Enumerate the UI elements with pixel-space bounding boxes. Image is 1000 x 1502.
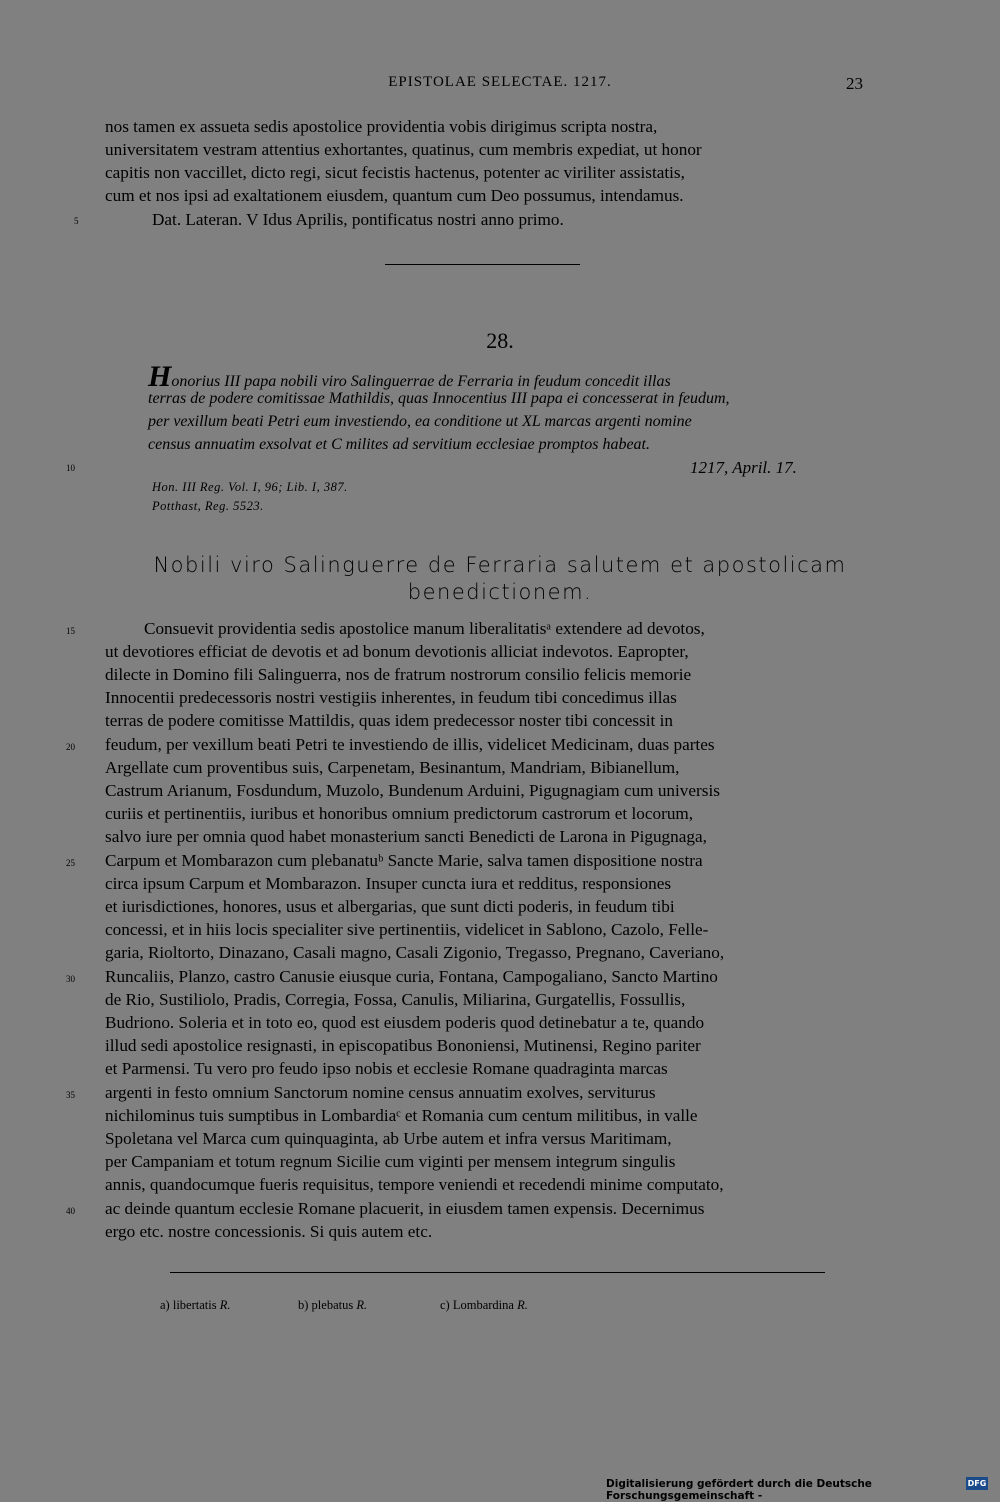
line-number: 40 xyxy=(66,1206,75,1216)
letter-number: 28. xyxy=(486,328,514,353)
footnote-b xyxy=(298,1298,367,1313)
body-line: dilecte in Domino fili Salinguerra, nos de fratrum nostrorum consilio felicis memorie xyxy=(105,665,692,684)
footnote-mark: c) xyxy=(440,1298,450,1312)
reference-line: Potthast, Reg. 5523. xyxy=(152,499,264,513)
salutation-line: benedictionem. xyxy=(407,580,593,604)
footnote-separator xyxy=(170,1272,825,1273)
body-line: concessi, et in hiis locis specialiter sive pertinentiis, videlicet in Sablono, Cazolo, Felle- xyxy=(105,920,709,939)
intro-line: capitis non vaccillet, dicto regi, sicut fecistis hactenus, potenter ac viriliter assistatis, xyxy=(105,163,685,182)
body-line: terras de podere comitisse Mattildis, quas idem predecessor noster tibi concessit in xyxy=(105,711,673,730)
intro-line: universitatem vestram attentius exhortantes, quatinus, cum membris expediat, ut honor xyxy=(105,140,702,159)
body-line: Spoletana vel Marca cum quinquaginta, ab Urbe autem et infra versus Maritimam, xyxy=(105,1129,672,1148)
footnote-mark: b) xyxy=(298,1298,309,1312)
body-line: circa ipsum Carpum et Mombarazon. Insuper cuncta iura et redditus, responsiones xyxy=(105,874,672,893)
body-line: curiis et pertinentiis, iuribus et honoribus omnium predictorum castrorum et locorum, xyxy=(105,804,694,823)
funding-note: Digitalisierung gefördert durch die Deutsche Forschungsgemeinschaft - xyxy=(606,1478,872,1502)
body-line: Runcaliis, Planzo, castro Canusie eiusque curia, Fontana, Campogaliano, Sancto Martino xyxy=(105,967,718,986)
footnote-text: Lombardina xyxy=(452,1298,514,1312)
body-line: illud sedi apostolice resignasti, in episcopatibus Bononiensi, Mutinensi, Regino pariter xyxy=(105,1036,701,1055)
body-line: Budriono. Soleria et in toto eo, quod est eiusdem poderis quod detinebatur a te, quando xyxy=(105,1013,705,1032)
body-line: et Parmensi. Tu vero pro feudo ipso nobis et ecclesie Romane quadraginta marcas xyxy=(105,1059,668,1078)
body-line: nichilominus tuis sumptibus in Lombardiaᶜ et Romania cum centum militibus, in valle xyxy=(105,1106,698,1125)
footnote-source: R. xyxy=(219,1298,231,1312)
page-number: 23 xyxy=(846,74,863,93)
drop-cap: H xyxy=(148,360,172,393)
body-line: Carpum et Mombarazon cum plebanatuᵇ Sancte Marie, salva tamen dispositione nostra xyxy=(105,851,703,870)
footnote-c xyxy=(440,1298,528,1313)
body-line: ergo etc. nostre concessionis. Si quis autem etc. xyxy=(105,1222,433,1241)
intro-line: Dat. Lateran. V Idus Aprilis, pontificatus nostri anno primo. xyxy=(152,210,564,229)
body-line: Argellate cum proventibus suis, Carpenetam, Besinantum, Mandriam, Bibianellum, xyxy=(105,758,680,777)
summary-line: terras de podere comitissae Mathildis, quas Innocentius III papa ei concesserat in feudum, xyxy=(148,390,730,407)
body-line: garia, Rioltorto, Dinazano, Casali magno, Casali Zigonio, Tregasso, Pregnano, Caveriano, xyxy=(105,943,725,962)
body-line: annis, quandocumque fueris requisitus, tempore veniendi et recedendi minime computato, xyxy=(105,1175,724,1194)
body-line: salvo iure per omnia quod habet monasterium sancti Benedicti de Larona in Pigugnaga, xyxy=(105,827,707,846)
line-number: 30 xyxy=(66,974,75,984)
body-line: Consuevit providentia sedis apostolice manum liberalitatisᵃ extendere ad devotos, xyxy=(144,619,705,638)
footnote-mark: a) xyxy=(160,1298,170,1312)
body-line: de Rio, Sustiliolo, Pradis, Corregia, Fossa, Canulis, Miliarina, Gurgatellis, Fossullis, xyxy=(105,990,686,1009)
section-separator xyxy=(385,264,580,265)
summary-line: per vexillum beati Petri eum investiendo, ea conditione ut XL marcas argenti nomine xyxy=(148,413,692,430)
running-header-title: EPISTOLAE SELECTAE. 1217. xyxy=(388,74,612,90)
letter-date: 1217, April. 17. xyxy=(690,458,797,477)
summary-line: census annuatim exsolvat et C milites ad servitium ecclesiae promptos habeat. xyxy=(148,436,650,453)
line-number: 15 xyxy=(66,626,75,636)
body-line: Castrum Arianum, Fosdundum, Muzolo, Bundenum Arduini, Pigugnagiam cum universis xyxy=(105,781,720,800)
line-number: 5 xyxy=(74,216,79,226)
body-line: argenti in festo omnium Sanctorum nomine census annuatim exolves, serviturus xyxy=(105,1083,656,1102)
footnote-source: R. xyxy=(356,1298,368,1312)
footnote-text: libertatis xyxy=(172,1298,217,1312)
intro-line: nos tamen ex assueta sedis apostolice providentia vobis dirigimus scripta nostra, xyxy=(105,117,658,136)
body-line: Innocentii predecessoris nostri vestigiis inherentes, in feudum tibi concedimus illas xyxy=(105,688,677,707)
summary-first-line: onorius III papa nobili viro Salinguerrae de Ferraria in feudum concedit illas xyxy=(171,373,671,390)
salutation-line: Nobili viro Salinguerre de Ferraria salutem et apostolicam xyxy=(153,553,847,577)
line-number: 35 xyxy=(66,1090,75,1100)
body-line: et iurisdictiones, honores, usus et albergarias, que sunt dicti poderis, in feudum tibi xyxy=(105,897,675,916)
body-line: ac deinde quantum ecclesie Romane placuerit, in eiusdem tamen expensis. Decernimus xyxy=(105,1199,705,1218)
footnote-text: plebatus xyxy=(311,1298,354,1312)
body-line: feudum, per vexillum beati Petri te investiendo de illis, videlicet Medicinam, duas partes xyxy=(105,735,715,754)
footnote-a xyxy=(160,1298,230,1313)
line-number: 25 xyxy=(66,858,75,868)
body-line: per Campaniam et totum regnum Sicilie cum viginti per mensem integrum singulis xyxy=(105,1152,676,1171)
footnote-source: R. xyxy=(517,1298,528,1312)
body-line: ut devotiores efficiat de devotis et ad bonum devotionis alliciat indevotos. Eapropter, xyxy=(105,642,689,661)
reference-line: Hon. III Reg. Vol. I, 96; Lib. I, 387. xyxy=(152,480,348,494)
line-number: 20 xyxy=(66,742,75,752)
summary-line xyxy=(148,360,671,394)
line-number: 10 xyxy=(66,463,75,473)
dfg-logo: DFG xyxy=(967,1479,987,1488)
intro-line: cum et nos ipsi ad exaltationem eiusdem, quantum cum Deo possumus, intendamus. xyxy=(105,186,684,205)
